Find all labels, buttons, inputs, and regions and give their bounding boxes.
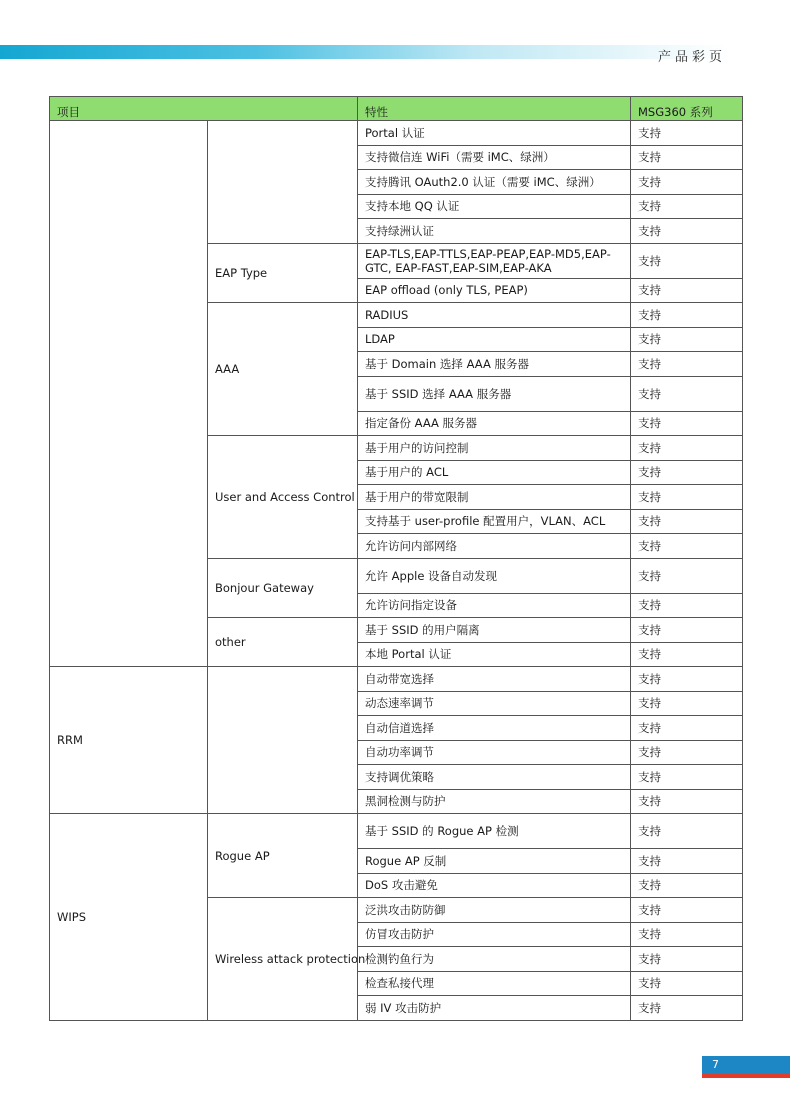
- feature-cell: 仿冒攻击防护: [358, 922, 631, 947]
- support-cell: 支持: [631, 509, 743, 534]
- feature-cell: 基于 Domain 选择 AAA 服务器: [358, 352, 631, 377]
- support-cell: 支持: [631, 352, 743, 377]
- feature-cell: 支持微信连 WiFi（需要 iMC、绿洲）: [358, 145, 631, 170]
- table-row: [50, 814, 743, 849]
- support-cell: 支持: [631, 121, 743, 146]
- support-cell: 支持: [631, 558, 743, 593]
- feature-cell: 允许 Apple 设备自动发现: [358, 558, 631, 593]
- category-cell: RRM: [50, 667, 208, 814]
- subcategory-cell: Rogue AP: [208, 814, 358, 898]
- support-cell: 支持: [631, 642, 743, 667]
- subcategory-cell: other: [208, 618, 358, 667]
- feature-cell: 自动功率调节: [358, 740, 631, 765]
- table-row: [50, 121, 743, 146]
- support-cell: 支持: [631, 460, 743, 485]
- support-cell: 支持: [631, 814, 743, 849]
- support-cell: 支持: [631, 278, 743, 303]
- feature-cell: 黑洞检测与防护: [358, 789, 631, 814]
- feature-cell: 基于用户的 ACL: [358, 460, 631, 485]
- feature-cell: 基于用户的带宽限制: [358, 485, 631, 510]
- feature-cell: 支持腾讯 OAuth2.0 认证（需要 iMC、绿洲）: [358, 170, 631, 195]
- feature-cell: 检测钓鱼行为: [358, 947, 631, 972]
- support-cell: 支持: [631, 411, 743, 436]
- support-cell: 支持: [631, 593, 743, 618]
- feature-cell: LDAP: [358, 327, 631, 352]
- feature-cell: 支持基于 user-profile 配置用户，VLAN、ACL: [358, 509, 631, 534]
- feature-cell: RADIUS: [358, 303, 631, 328]
- support-cell: 支持: [631, 243, 743, 278]
- subcategory-cell: EAP Type: [208, 243, 358, 303]
- support-cell: 支持: [631, 922, 743, 947]
- feature-cell: 泛洪攻击防防御: [358, 898, 631, 923]
- feature-cell: 动态速率调节: [358, 691, 631, 716]
- support-cell: 支持: [631, 194, 743, 219]
- header-color-bar: [0, 45, 730, 59]
- feature-cell: EAP offload (only TLS, PEAP): [358, 278, 631, 303]
- subcategory-cell: Bonjour Gateway: [208, 558, 358, 618]
- feature-cell: 本地 Portal 认证: [358, 642, 631, 667]
- support-cell: 支持: [631, 898, 743, 923]
- table-body: [50, 121, 743, 1021]
- brand-text: 产品彩页: [658, 50, 727, 65]
- support-cell: 支持: [631, 327, 743, 352]
- table-row: [50, 667, 743, 692]
- feature-cell: 基于 SSID 的用户隔离: [358, 618, 631, 643]
- feature-cell: 基于 SSID 选择 AAA 服务器: [358, 376, 631, 411]
- subcategory-cell: AAA: [208, 303, 358, 436]
- table-header-row: [50, 97, 743, 121]
- support-cell: 支持: [631, 534, 743, 559]
- feature-cell: Portal 认证: [358, 121, 631, 146]
- support-cell: 支持: [631, 971, 743, 996]
- feature-cell: 基于用户的访问控制: [358, 436, 631, 461]
- feature-cell: 支持本地 QQ 认证: [358, 194, 631, 219]
- spec-table: [49, 96, 743, 1021]
- feature-cell: 指定备份 AAA 服务器: [358, 411, 631, 436]
- feature-cell: 自动带宽选择: [358, 667, 631, 692]
- support-cell: 支持: [631, 485, 743, 510]
- subcategory-cell: [208, 121, 358, 244]
- support-cell: 支持: [631, 873, 743, 898]
- support-cell: 支持: [631, 170, 743, 195]
- support-cell: 支持: [631, 789, 743, 814]
- support-cell: 支持: [631, 849, 743, 874]
- feature-cell: 自动信道选择: [358, 716, 631, 741]
- page-number-accent: [702, 1074, 790, 1078]
- support-cell: 支持: [631, 947, 743, 972]
- page-number: 7: [702, 1056, 790, 1074]
- support-cell: 支持: [631, 145, 743, 170]
- category-cell: WIPS: [50, 814, 208, 1021]
- feature-cell: EAP-TLS,EAP-TTLS,EAP-PEAP,EAP-MD5,EAP-GTC, EAP-FAST,EAP-SIM,EAP-AKA: [358, 243, 631, 278]
- subcategory-cell: User and Access Control: [208, 436, 358, 559]
- support-cell: 支持: [631, 765, 743, 790]
- header-series: MSG360 系列: [631, 97, 743, 121]
- category-cell: [50, 121, 208, 667]
- feature-cell: 弱 IV 攻击防护: [358, 996, 631, 1021]
- header-item: 项目: [50, 97, 358, 121]
- support-cell: 支持: [631, 716, 743, 741]
- feature-cell: Rogue AP 反制: [358, 849, 631, 874]
- feature-cell: 支持绿洲认证: [358, 219, 631, 244]
- support-cell: 支持: [631, 436, 743, 461]
- subcategory-cell: [208, 667, 358, 814]
- header-feature: 特性: [358, 97, 631, 121]
- support-cell: 支持: [631, 303, 743, 328]
- support-cell: 支持: [631, 219, 743, 244]
- feature-cell: 基于 SSID 的 Rogue AP 检测: [358, 814, 631, 849]
- subcategory-cell: Wireless attack protection: [208, 898, 358, 1021]
- feature-cell: 支持调优策略: [358, 765, 631, 790]
- support-cell: 支持: [631, 376, 743, 411]
- feature-cell: 允许访问指定设备: [358, 593, 631, 618]
- support-cell: 支持: [631, 740, 743, 765]
- support-cell: 支持: [631, 691, 743, 716]
- support-cell: 支持: [631, 996, 743, 1021]
- feature-cell: 检查私接代理: [358, 971, 631, 996]
- feature-cell: 允许访问内部网络: [358, 534, 631, 559]
- support-cell: 支持: [631, 667, 743, 692]
- support-cell: 支持: [631, 618, 743, 643]
- feature-cell: DoS 攻击避免: [358, 873, 631, 898]
